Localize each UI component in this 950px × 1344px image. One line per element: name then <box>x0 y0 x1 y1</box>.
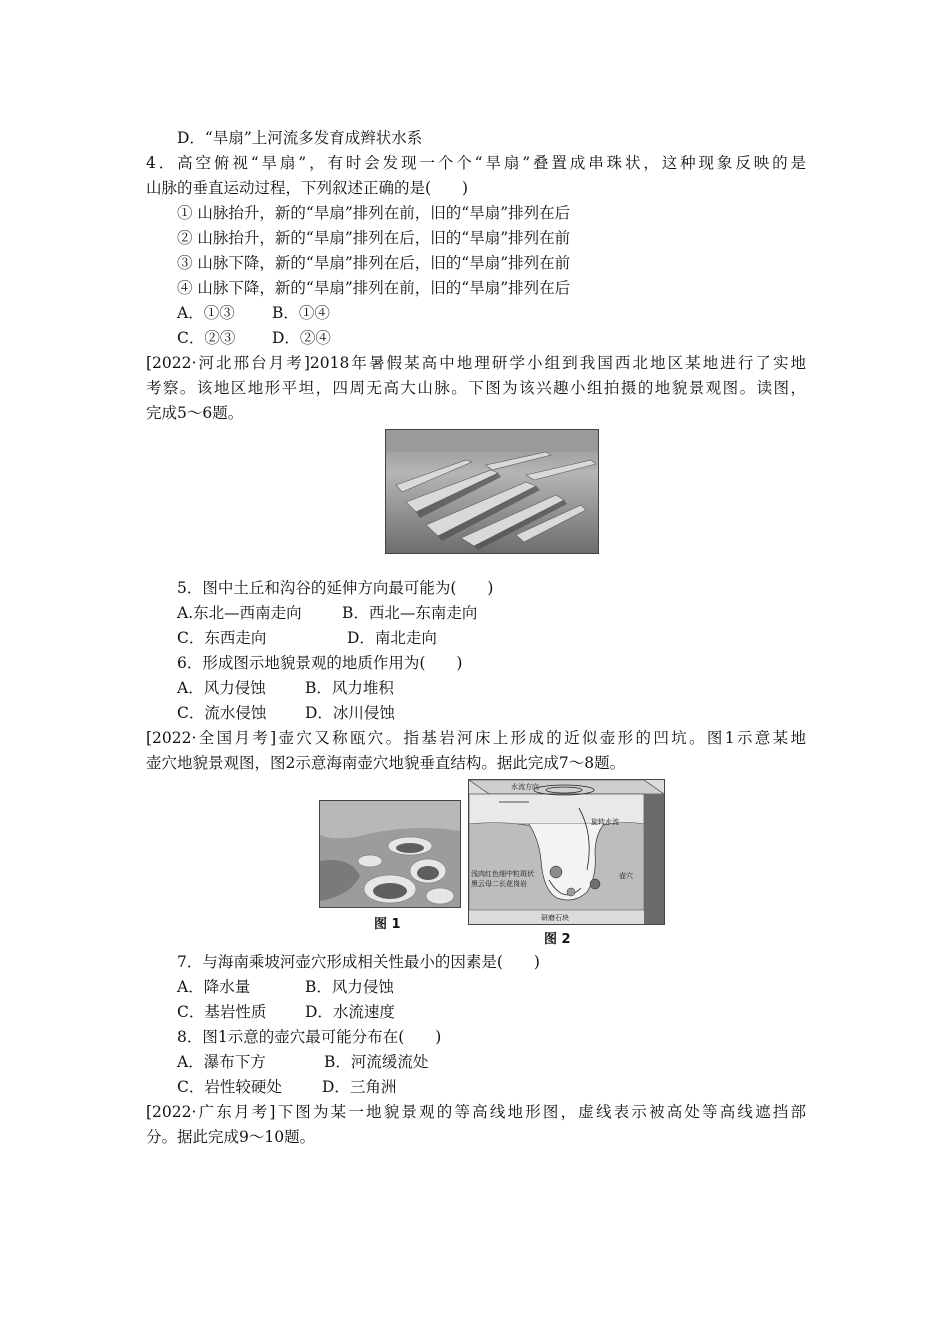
q7-stem: 7．与海南乘坡河壶穴形成相关性最小的因素是( ) <box>177 953 540 971</box>
figure2-label-stone: 研磨石块 <box>541 914 569 922</box>
passage3-line1 <box>146 1102 806 1122</box>
passage2-line2: 壶穴地貌景观图，图2示意海南壶穴地貌垂直结构。据此完成7～8题。 <box>146 754 626 772</box>
q7-option-c: C．基岩性质 <box>177 1003 267 1021</box>
figure2-label-vortex: 旋转水流 <box>591 818 619 826</box>
q4-option-c: C．②③ <box>177 329 236 347</box>
q4-statement-1: ① 山脉抬升，新的“旱扇”排列在前，旧的“旱扇”排列在后 <box>177 204 571 222</box>
figure2-label-flow: 水流方向 <box>511 783 539 791</box>
q6-option-a: A．风力侵蚀 <box>177 679 266 697</box>
q4-statement-2: ② 山脉抬升，新的“旱扇”排列在后，旧的“旱扇”排列在前 <box>177 229 571 247</box>
figure1-caption: 图 1 <box>374 917 401 932</box>
q6-option-b: B．风力堆积 <box>305 679 394 697</box>
passage1-line2: 考察。该地区地形平坦，四周无高大山脉。下图为该兴趣小组拍摄的地貌景观图。读图， <box>146 379 806 397</box>
pothole-cross-section-diagram <box>468 779 665 925</box>
q7-option-a: A．降水量 <box>177 978 251 996</box>
figure2-label-rock1: 浅肉红色细中粒斑状 <box>471 870 534 878</box>
q7-option-b: B．风力侵蚀 <box>305 978 394 996</box>
passage3-source: [2022·广东月考] <box>146 1103 276 1121</box>
figure2-caption: 图 2 <box>544 932 571 947</box>
q8-stem: 8．图1示意的壶穴最可能分布在( ) <box>177 1028 442 1046</box>
passage1-line3: 完成5～6题。 <box>146 404 244 422</box>
q6-option-d: D．冰川侵蚀 <box>305 704 395 722</box>
passage1-line1 <box>146 353 806 373</box>
figure2-label-pothole: 壶穴 <box>619 872 633 880</box>
q8-option-a: A．瀑布下方 <box>177 1053 266 1071</box>
passage2-text1: 壶穴又称瓯穴。指基岩河床上形成的近似壶形的凹坑。图1示意某地 <box>276 729 807 747</box>
passage2-source: [2022·全国月考] <box>146 729 277 747</box>
q5-option-b: B．西北—东南走向 <box>342 604 478 622</box>
passage1-text1: 2018年暑假某高中地理研学小组到我国西北地区某地进行了实地 <box>309 354 807 372</box>
q6-stem: 6．形成图示地貌景观的地质作用为( ) <box>177 654 463 672</box>
passage2-line1 <box>146 728 806 748</box>
q5-option-d: D．南北走向 <box>347 629 437 647</box>
yardang-landscape-photo <box>385 429 599 554</box>
q4-stem-line1: 4．高空俯视“旱扇”，有时会发现一个个“旱扇”叠置成串珠状，这种现象反映的是 <box>146 154 806 172</box>
q4-option-b: B．①④ <box>272 304 330 322</box>
q8-option-d: D．三角洲 <box>322 1078 397 1096</box>
q4-option-d: D．②④ <box>272 329 331 347</box>
q7-option-d: D．水流速度 <box>305 1003 395 1021</box>
q8-option-c: C．岩性较硬处 <box>177 1078 282 1096</box>
q5-option-a: A.东北—西南走向 <box>177 604 302 622</box>
figure2-label-rock2: 黑云母二长花岗岩 <box>471 880 527 888</box>
q8-option-b: B．河流缓流处 <box>324 1053 429 1071</box>
passage1-source: [2022·河北邢台月考] <box>146 354 310 372</box>
pothole-photo <box>319 800 461 908</box>
passage3-text1: 下图为某一地貌景观的等高线地形图，虚线表示被高处等高线遮挡部 <box>275 1103 806 1121</box>
q4-statement-3: ③ 山脉下降，新的“旱扇”排列在后，旧的“旱扇”排列在前 <box>177 254 571 272</box>
q5-option-c: C．东西走向 <box>177 629 267 647</box>
q6-option-c: C．流水侵蚀 <box>177 704 267 722</box>
q4-option-a: A．①③ <box>177 304 235 322</box>
q4-stem-line2: 山脉的垂直运动过程，下列叙述正确的是( ) <box>146 179 469 197</box>
q5-stem: 5．图中土丘和沟谷的延伸方向最可能为( ) <box>177 579 494 597</box>
q3-option-d: D．“旱扇”上河流多发育成辫状水系 <box>177 129 423 147</box>
passage3-line2: 分。据此完成9～10题。 <box>146 1128 316 1146</box>
q4-statement-4: ④ 山脉下降，新的“旱扇”排列在前，旧的“旱扇”排列在后 <box>177 279 571 297</box>
